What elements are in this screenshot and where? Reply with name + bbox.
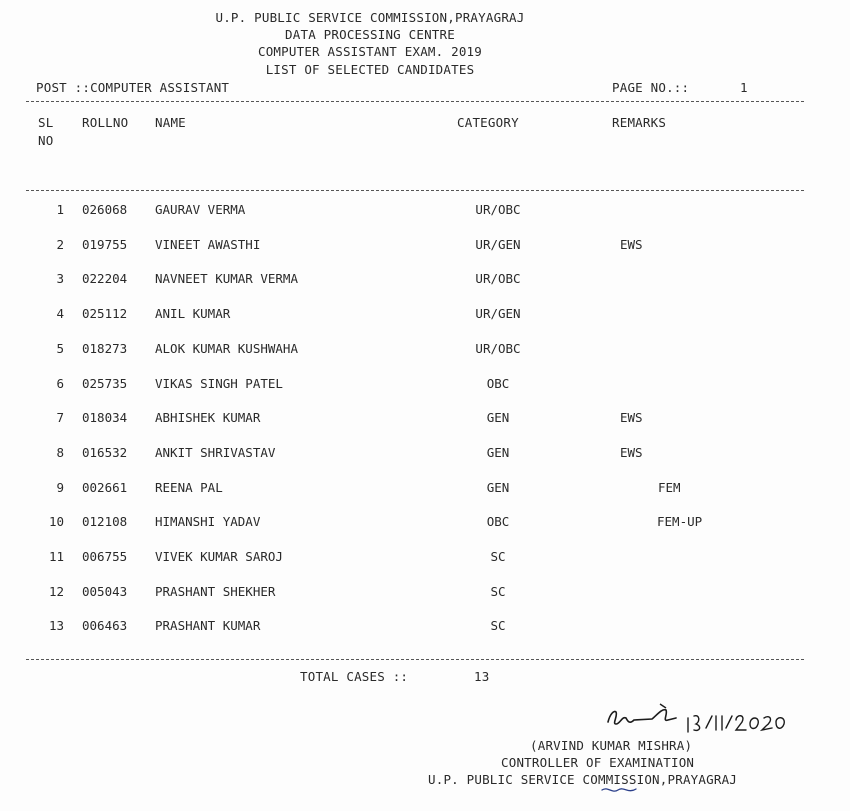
sl-cell: 10 xyxy=(48,514,64,530)
name-cell: GAURAV VERMA xyxy=(155,202,246,217)
category-cell: SC xyxy=(490,583,506,599)
col-rollno: ROLLNO xyxy=(82,115,129,130)
name-cell: NAVNEET KUMAR VERMA xyxy=(155,271,298,287)
table-row xyxy=(0,237,850,257)
category-cell: OBC xyxy=(486,375,510,391)
commission-title: U.P. PUBLIC SERVICE COMMISSION,PRAYAGRAJ xyxy=(215,10,525,25)
name-cell: ANKIT SHRIVASTAV xyxy=(155,444,276,460)
rollno-cell: 019755 xyxy=(82,236,128,252)
sl-cell: 2 xyxy=(56,236,64,252)
columns-divider xyxy=(26,190,804,191)
handwritten-signature xyxy=(596,694,796,744)
sl-cell: 7 xyxy=(56,410,64,426)
name-cell: REENA PAL xyxy=(155,479,223,495)
category-cell: SC xyxy=(490,618,506,634)
page-no-value: 1 xyxy=(740,80,748,95)
name-cell: ANIL KUMAR xyxy=(155,306,231,322)
signatory-designation: CONTROLLER OF EXAMINATION xyxy=(501,755,695,770)
table-row xyxy=(0,376,850,396)
name-cell: ALOK KUMAR KUSHWAHA xyxy=(155,340,298,356)
sl-cell: 8 xyxy=(56,444,64,460)
rollno-cell: 006755 xyxy=(82,549,128,564)
name-cell: VINEET AWASTHI xyxy=(155,236,261,252)
table-row xyxy=(0,341,850,361)
category-cell: UR/OBC xyxy=(475,340,521,356)
sl-cell: 12 xyxy=(48,583,64,599)
name-cell: PRASHANT KUMAR xyxy=(155,618,261,634)
sl-cell: 13 xyxy=(48,618,64,634)
rollno-cell: 025112 xyxy=(82,306,128,322)
rollno-cell: 025735 xyxy=(82,375,128,391)
name-cell: VIVEK KUMAR SAROJ xyxy=(155,549,283,564)
sl-cell: 3 xyxy=(56,271,64,287)
category-cell: SC xyxy=(490,549,506,564)
rollno-cell: 022204 xyxy=(82,271,128,287)
table-row xyxy=(0,271,850,291)
col-remarks: REMARKS xyxy=(612,115,667,130)
centre-title: DATA PROCESSING CENTRE xyxy=(285,27,455,42)
name-cell: PRASHANT SHEKHER xyxy=(155,583,276,599)
table-end-divider xyxy=(26,659,804,660)
col-no: NO xyxy=(38,133,54,148)
category-cell: UR/GEN xyxy=(475,236,521,252)
remarks-cell: FEM-UP xyxy=(657,514,703,530)
table-row xyxy=(0,514,850,534)
table-row xyxy=(0,202,850,222)
page-no-label: PAGE NO.:: xyxy=(612,80,690,95)
table-row xyxy=(0,410,850,430)
table-row xyxy=(0,480,850,500)
remarks-cell: FEM xyxy=(658,479,681,495)
table-row xyxy=(0,618,850,638)
signatory-organization: U.P. PUBLIC SERVICE COMMISSION,PRAYAGRAJ xyxy=(428,772,738,787)
total-cases-label: TOTAL CASES :: xyxy=(300,669,409,684)
table-row xyxy=(0,549,850,569)
sl-cell: 9 xyxy=(56,479,64,495)
signatory-name: (ARVIND KUMAR MISHRA) xyxy=(530,738,693,753)
category-cell: UR/OBC xyxy=(475,271,521,287)
remarks-cell: EWS xyxy=(620,444,643,460)
list-title: LIST OF SELECTED CANDIDATES xyxy=(265,62,475,77)
name-cell: ABHISHEK KUMAR xyxy=(155,410,261,426)
category-cell: UR/GEN xyxy=(475,306,521,322)
col-category: CATEGORY xyxy=(457,115,519,130)
sl-cell: 1 xyxy=(56,202,64,217)
rollno-cell: 012108 xyxy=(82,514,128,530)
name-cell: VIKAS SINGH PATEL xyxy=(155,375,283,391)
sl-cell: 11 xyxy=(48,549,64,564)
rollno-cell: 002661 xyxy=(82,479,128,495)
total-cases-value: 13 xyxy=(474,669,490,684)
rollno-cell: 005043 xyxy=(82,583,128,599)
rollno-cell: 016532 xyxy=(82,444,128,460)
table-row xyxy=(0,306,850,326)
table-row xyxy=(0,584,850,604)
col-name: NAME xyxy=(155,115,186,130)
category-cell: GEN xyxy=(486,410,510,426)
remarks-cell: EWS xyxy=(620,236,643,252)
category-cell: GEN xyxy=(486,479,510,495)
rollno-cell: 018273 xyxy=(82,340,128,356)
sl-cell: 5 xyxy=(56,340,64,356)
rollno-cell: 006463 xyxy=(82,618,128,634)
sl-cell: 6 xyxy=(56,375,64,391)
ink-mark xyxy=(600,784,640,796)
header-divider xyxy=(26,101,804,102)
sl-cell: 4 xyxy=(56,306,64,322)
rollno-cell: 026068 xyxy=(82,202,128,217)
name-cell: HIMANSHI YADAV xyxy=(155,514,261,530)
exam-title: COMPUTER ASSISTANT EXAM. 2019 xyxy=(257,44,483,59)
post-label: POST ::COMPUTER ASSISTANT xyxy=(36,80,230,95)
col-sl: SL xyxy=(38,115,54,130)
rollno-cell: 018034 xyxy=(82,410,128,426)
category-cell: OBC xyxy=(486,514,510,530)
category-cell: UR/OBC xyxy=(475,202,521,217)
category-cell: GEN xyxy=(486,444,510,460)
table-row xyxy=(0,445,850,465)
remarks-cell: EWS xyxy=(620,410,643,426)
